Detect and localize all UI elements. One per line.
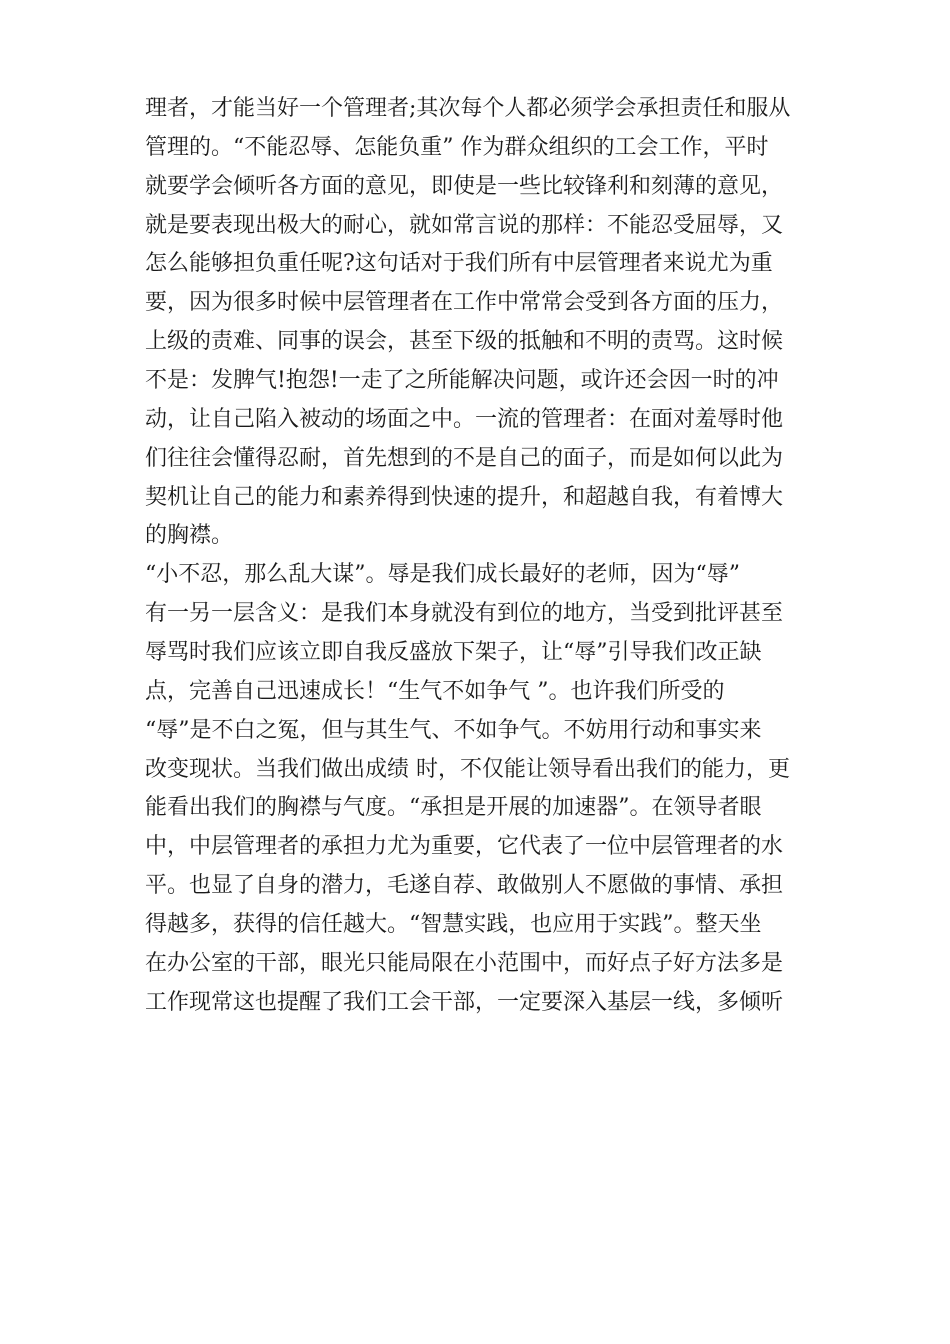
text-line: 平。也显了自身的潜力，毛遂自荐、敢做别人不愿做的事情、承担 bbox=[145, 873, 784, 899]
text-line: 就要学会倾听各方面的意见，即使是一些比较锋利和刻薄的意见， bbox=[145, 173, 784, 199]
body-text bbox=[145, 90, 815, 1023]
text-line: 得越多，获得的信任越大。“智慧实践，也应用于实践”。整天坐 bbox=[145, 912, 762, 938]
text-line: “小不忍，那么乱大谋”。辱是我们成长最好的老师，因为“辱” bbox=[145, 562, 740, 588]
text-line: 怎么能够担负重任呢?这句话对于我们所有中层管理者来说尤为重 bbox=[145, 251, 773, 277]
text-line: 点，完善自己迅速成长！“生气不如争气 ”。也许我们所受的 bbox=[145, 678, 725, 704]
text-line: 中，中层管理者的承担力尤为重要，它代表了一位中层管理者的水 bbox=[145, 834, 784, 860]
text-line: 动，让自己陷入被动的场面之中。一流的管理者：在面对羞辱时他 bbox=[145, 406, 784, 432]
text-line: 改变现状。当我们做出成绩 时，不仅能让领导看出我们的能力，更 bbox=[145, 756, 790, 782]
text-line: 的胸襟。 bbox=[145, 523, 234, 549]
text-line: 能看出我们的胸襟与气度。“承担是开展的加速器”。在领导者眼 bbox=[145, 795, 762, 821]
text-line: 们往往会懂得忍耐，首先想到的不是自己的面子，而是如何以此为 bbox=[145, 445, 784, 471]
text-line: 辱骂时我们应该立即自我反盛放下架子，让“辱”引导我们改正缺 bbox=[145, 640, 762, 666]
text-line: 理者，才能当好一个管理者;其次每个人都必须学会承担责任和服从 bbox=[145, 96, 791, 121]
text-line: 契机让自己的能力和素养得到快速的提升，和超越自我，有着博大 bbox=[145, 484, 784, 510]
text-line: 就是要表现出极大的耐心，就如常言说的那样：不能忍受屈辱，又 bbox=[145, 212, 784, 238]
text-line: 上级的责难、同事的误会，甚至下级的抵触和不明的责骂。这时候 bbox=[145, 329, 784, 355]
text-line: 要，因为很多时候中层管理者在工作中常常会受到各方面的压力， bbox=[145, 290, 784, 316]
text-line: 不是：发脾气!抱怨!一走了之所能解决问题，或许还会因一时的冲 bbox=[145, 368, 779, 394]
text-line: “辱”是不白之冤，但与其生气、不如争气。不妨用行动和事实来 bbox=[145, 717, 762, 743]
text-line: 有一另一层含义：是我们本身就没有到位的地方，当受到批评甚至 bbox=[145, 601, 784, 627]
text-line: 在办公室的干部，眼光只能局限在小范围中，而好点子好方法多是 bbox=[145, 950, 784, 976]
text-line: 管理的。“不能忍辱、怎能负重” 作为群众组织的工会工作，平时 bbox=[145, 134, 769, 160]
text-line: 工作现常这也提醒了我们工会干部，一定要深入基层一线，多倾听 bbox=[145, 989, 784, 1015]
